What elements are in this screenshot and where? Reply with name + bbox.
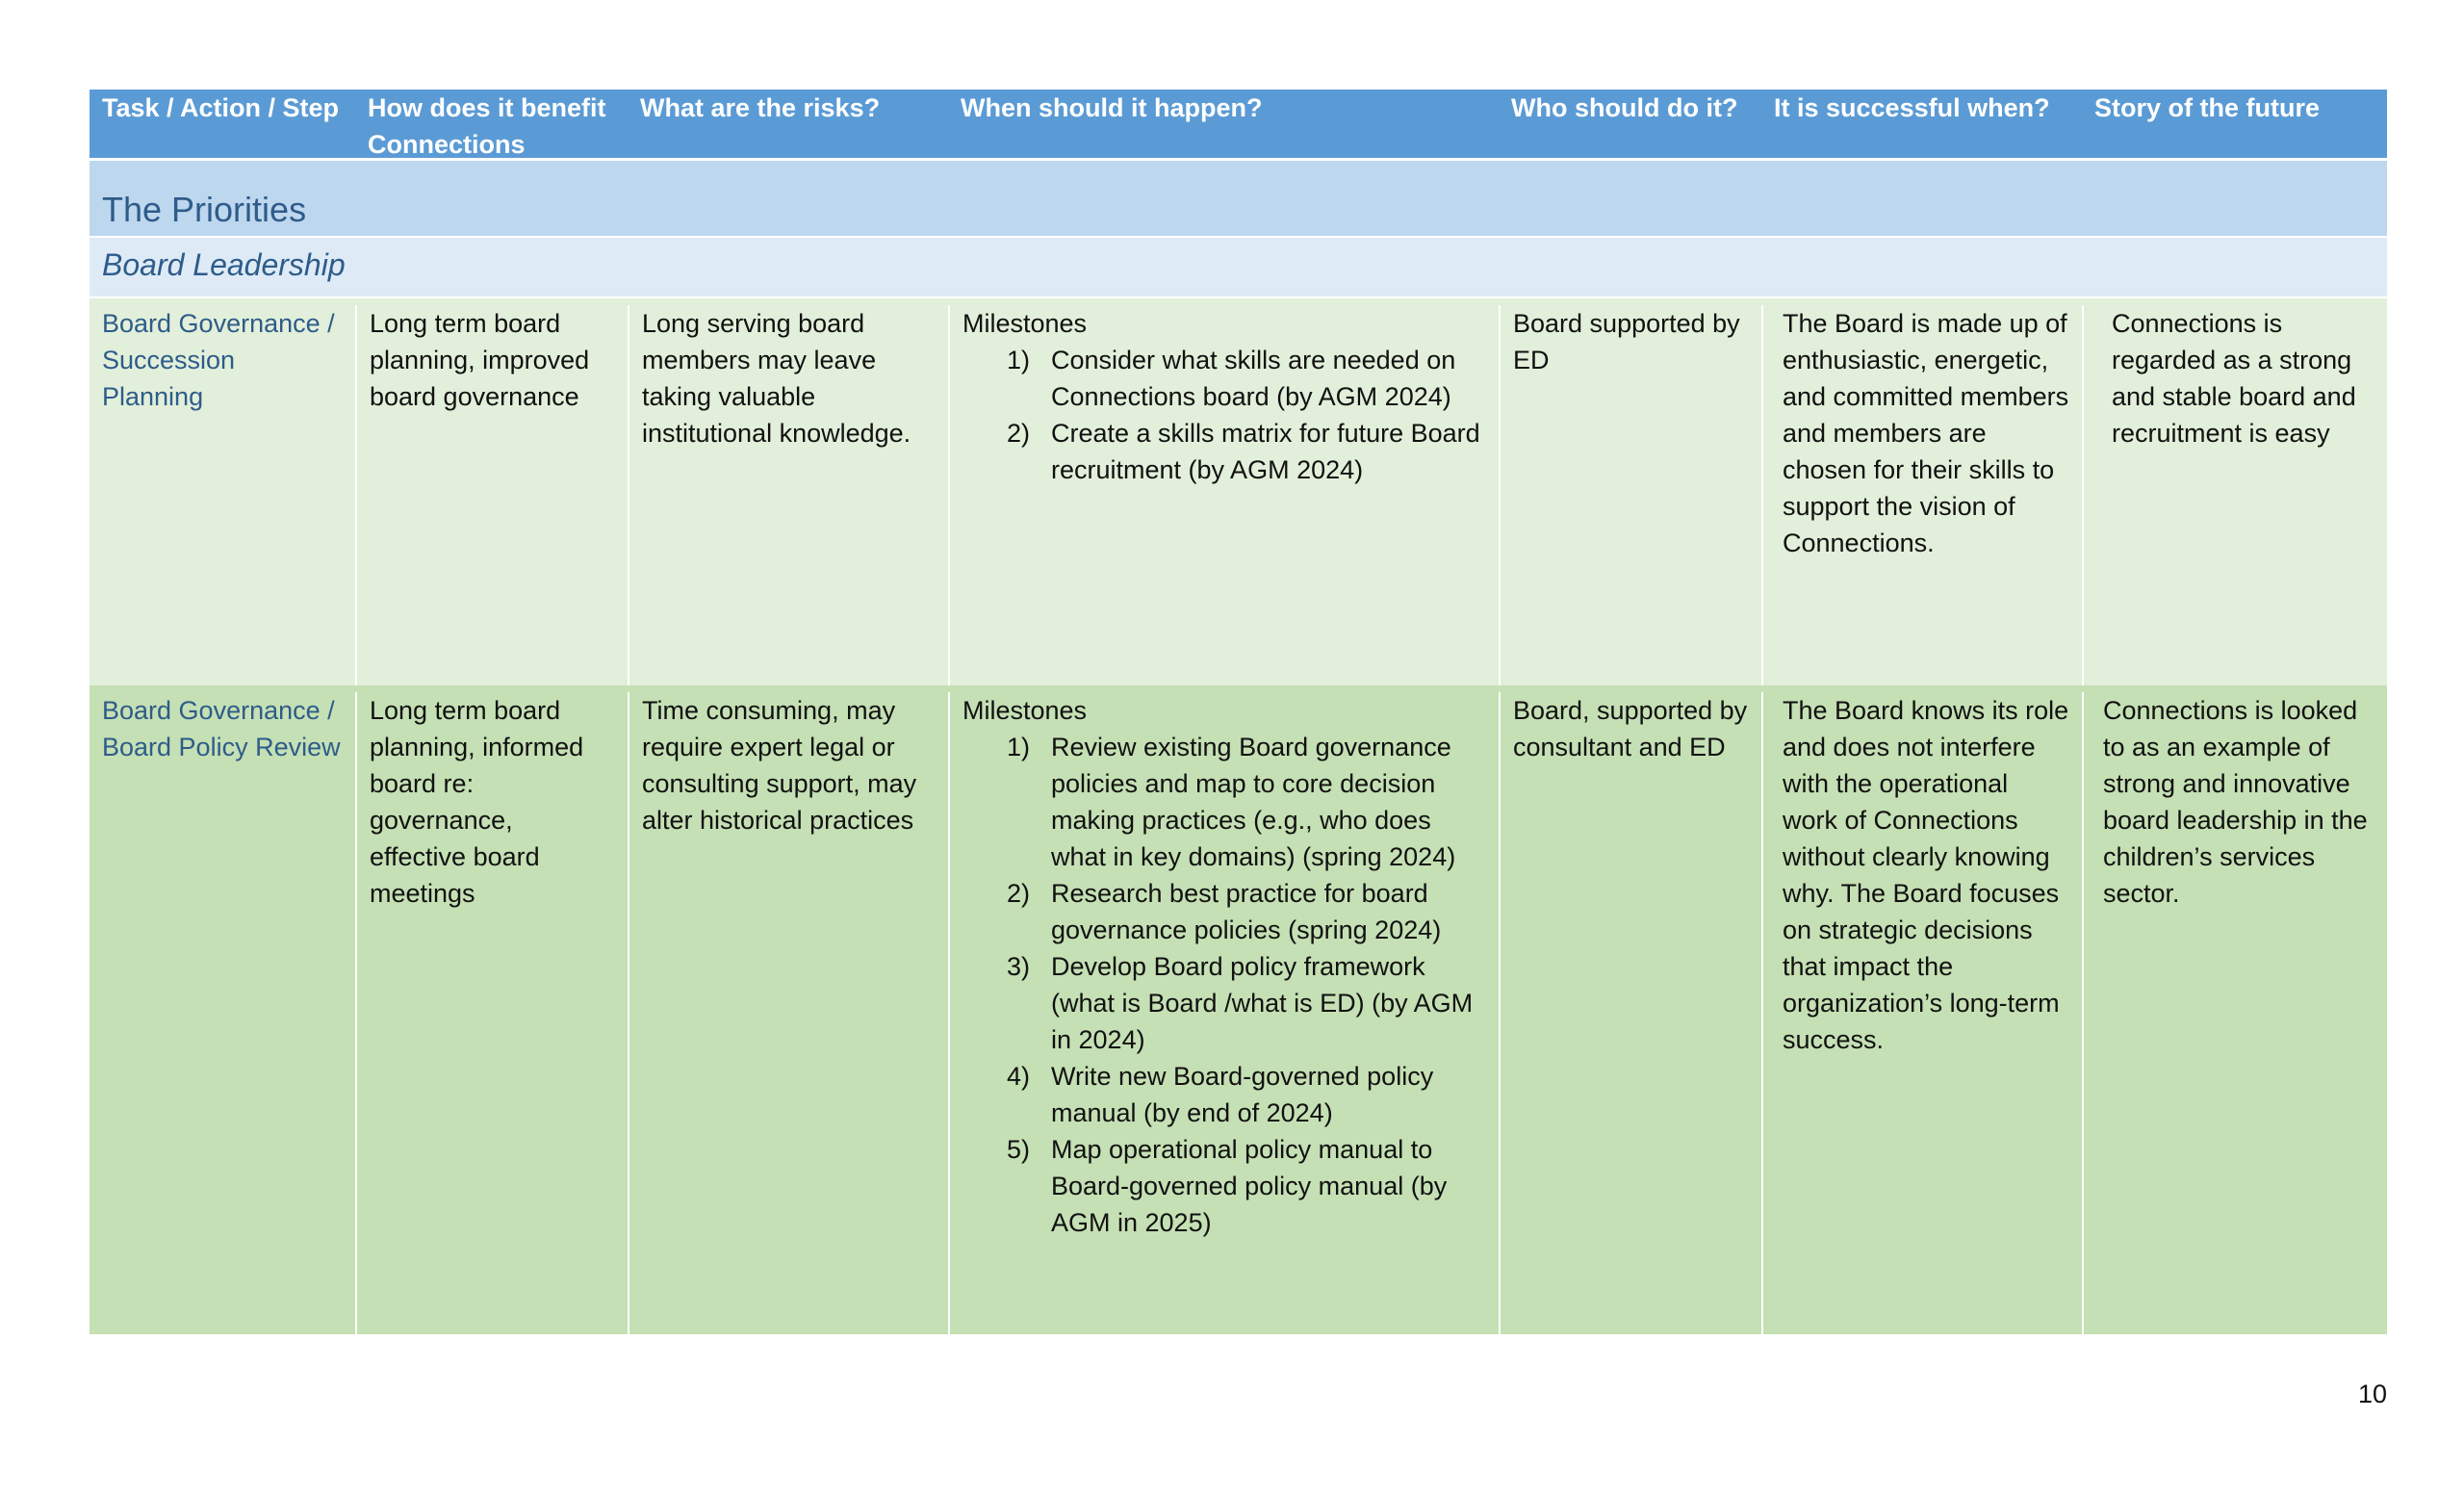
column-header-when: When should it happen? [961,93,1263,122]
risks-cell: Long serving board members may leave taking valuable institutional knowledge. [628,305,948,685]
milestone-item [962,1058,1486,1131]
column-header-risks: What are the risks? [640,93,881,122]
milestone-text: Review existing Board governance policies and map to core decision making practices (e.g., who does what in key domains) (spring 2024) [1051,733,1456,871]
milestone-text: Consider what skills are needed on Connections board (by AGM 2024) [1051,346,1456,411]
milestone-item [962,1131,1486,1241]
milestone-number: 4) [1007,1062,1031,1091]
milestone-text: Write new Board-governed policy manual (by end of 2024) [1051,1062,1434,1127]
success-cell: The Board knows its role and does not interfere with the operational work of Connections without clearly knowing why. The Board focuses on strategic decisions that impact the organization’s long-term success. [1761,692,2082,1334]
risks-cell: Time consuming, may require expert legal or consulting support, may alter historical practices [628,692,948,1334]
milestone-item [962,415,1486,488]
milestone-item [962,729,1486,875]
benefit-cell: Long term board planning, informed board re: governance, effective board meetings [355,692,628,1334]
milestone-item [962,875,1486,948]
milestone-number: 1) [1007,733,1031,761]
milestone-text: Develop Board policy framework (what is Board /what is ED) (by AGM in 2024) [1051,952,1474,1054]
task-cell: Board Governance / Succession Planning [102,309,335,411]
table-header-row [90,90,2387,161]
column-header-success: It is successful when? [1774,93,2050,122]
milestone-text: Research best practice for board governance policies (spring 2024) [1051,879,1442,944]
priorities-table [90,90,2387,1334]
milestone-text: Map operational policy manual to Board-governed policy manual (by AGM in 2025) [1051,1135,1448,1237]
story-cell: Connections is regarded as a strong and stable board and recruitment is easy [2082,305,2387,685]
when-cell [948,692,1499,1334]
milestone-number: 2) [1007,419,1031,448]
benefit-cell: Long term board planning, improved board governance [355,305,628,685]
milestone-number: 2) [1007,879,1031,908]
milestones-list [962,729,1486,1241]
who-cell: Board supported by ED [1499,305,1761,685]
column-header-task: Task / Action / Step [102,93,340,122]
task-cell: Board Governance / Board Policy Review [102,696,341,761]
milestones-title: Milestones [962,696,1088,725]
milestone-number: 1) [1007,346,1031,374]
milestones-list [962,342,1486,488]
milestone-number: 3) [1007,952,1031,981]
table-row [90,685,2387,1334]
column-header-who: Who should do it? [1511,93,1738,122]
table-row [90,298,2387,685]
when-cell [948,305,1499,685]
milestone-text: Create a skills matrix for future Board recruitment (by AGM 2024) [1051,419,1480,484]
milestone-item [962,948,1486,1058]
column-header-story: Story of the future [2094,93,2320,122]
story-cell: Connections is looked to as an example of strong and innovative board leadership in the children’s services sector. [2082,692,2387,1334]
column-header-benefit: How does it benefit Connections [368,93,606,159]
section-title: The Priorities [90,161,2387,238]
success-cell: The Board is made up of enthusiastic, energetic, and committed members and members are chosen for their skills to support the vision of Connections. [1761,305,2082,685]
subsection-title: Board Leadership [90,238,2387,298]
page-number: 10 [2358,1380,2388,1408]
milestone-item [962,342,1486,415]
who-cell: Board, supported by consultant and ED [1499,692,1761,1334]
milestone-number: 5) [1007,1135,1031,1164]
milestones-title: Milestones [962,309,1088,338]
